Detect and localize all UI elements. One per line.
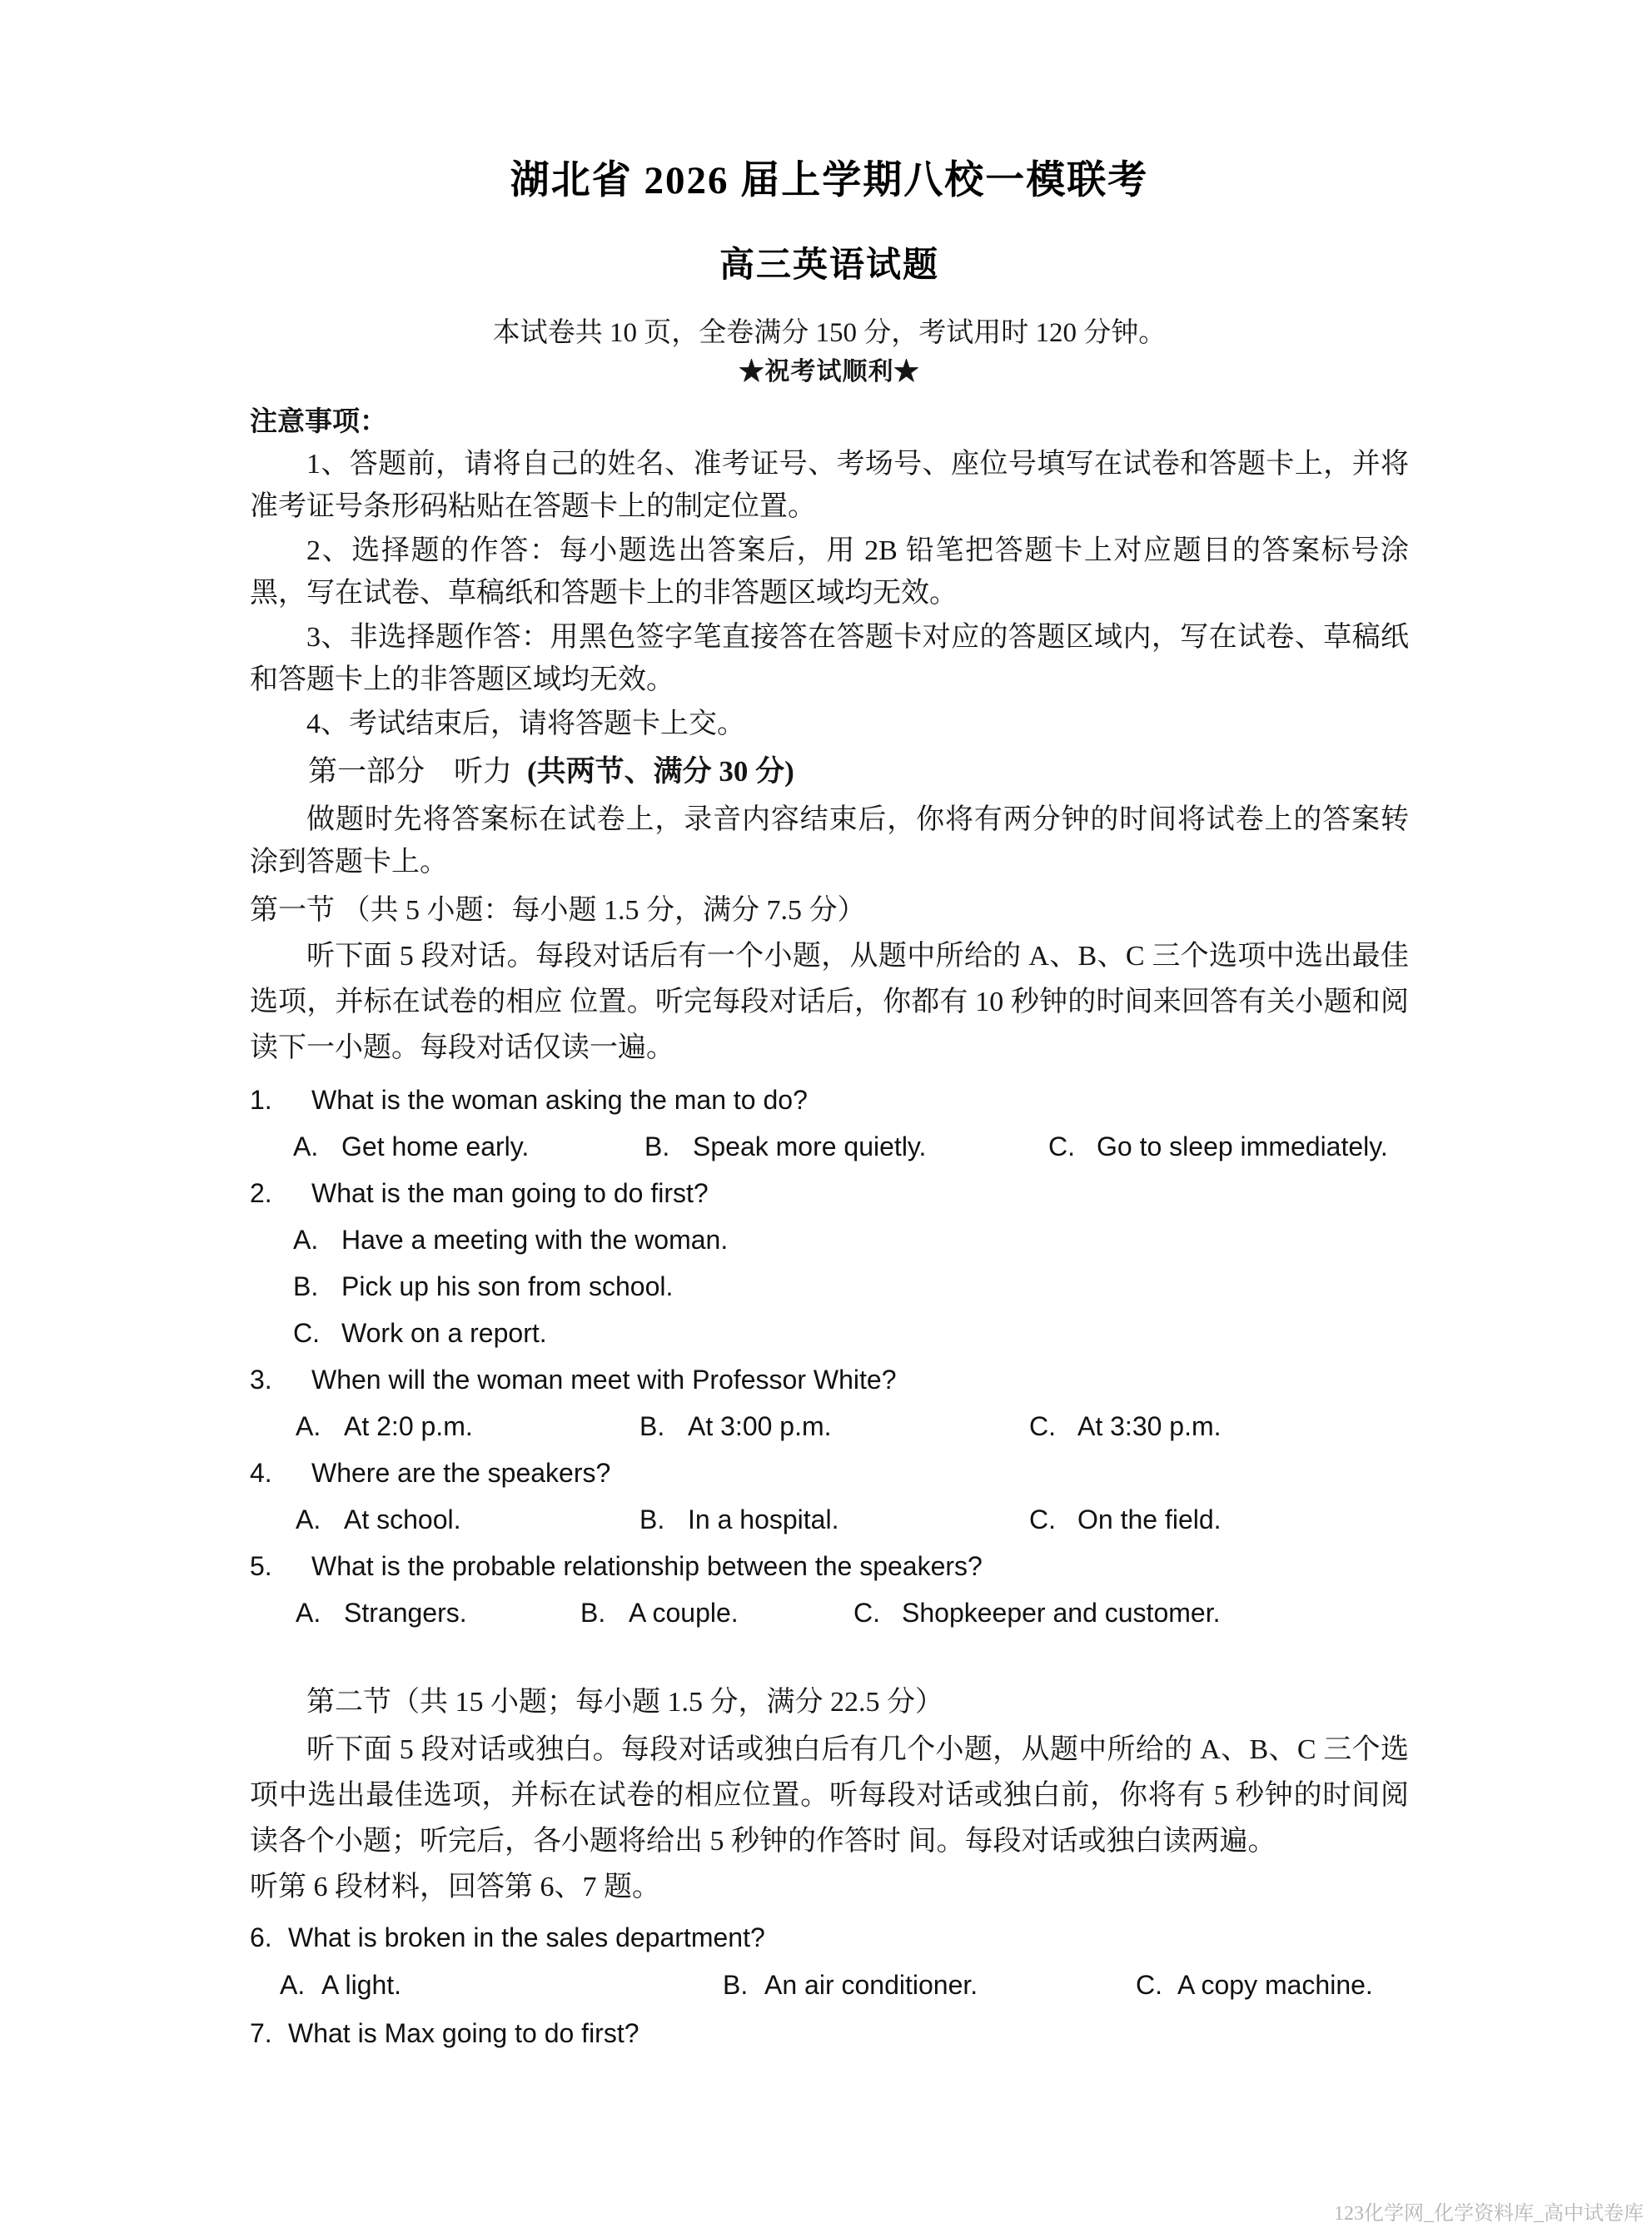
option-1c-label: C. (1048, 1131, 1075, 1161)
option-1b-label: B. (644, 1131, 670, 1161)
question-7-text-line (250, 2016, 1409, 2051)
question-1-number: 1. (250, 1085, 272, 1115)
question-3-number: 3. (250, 1365, 272, 1395)
option-4a-label: A. (296, 1504, 321, 1534)
part1-heading (250, 752, 1409, 792)
question-4-number: 4. (250, 1458, 272, 1488)
section1-instructions: 听下面 5 段对话。每段对话后有一个小题，从题中所给的 A、B、C 三个选项中选出最佳选项，并标在试卷的相应 位置。听完每段对话后，你都有 10 秒钟的时间来回答有关小题和阅读下一小题。每段对话仅读一遍。 (250, 941, 1409, 1063)
option-2c-label: C. (293, 1318, 320, 1348)
notice-item-3: 3、非选择题作答：用黑色签字笔直接答在答题卡对应的答题区域内，写在试卷、草稿纸和答题卡上的非答题区域均无效。 (250, 622, 1409, 695)
notice-heading: 注意事项： (250, 407, 387, 437)
question-5-text-line (250, 1549, 1409, 1584)
question-5-number: 5. (250, 1551, 272, 1581)
question-3 (250, 1362, 1409, 1444)
option-6b-text: An air conditioner. (764, 1970, 978, 2000)
option-5a-text: Strangers. (344, 1598, 467, 1628)
question-6-options (250, 1967, 1409, 2002)
exam-info-line: 本试卷共 10 页，全卷满分 150 分，考试用时 120 分钟。 (492, 318, 1167, 348)
option-1a (293, 1129, 644, 1164)
question-2-text-line (250, 1176, 1409, 1211)
option-4b-text: In a hospital. (688, 1504, 839, 1534)
option-1c (1048, 1129, 1388, 1164)
question-4-text-line (250, 1455, 1409, 1490)
option-3a-text: At 2:0 p.m. (344, 1411, 473, 1441)
option-1a-label: A. (293, 1131, 319, 1161)
option-5a (296, 1595, 580, 1630)
option-4b-label: B. (639, 1504, 665, 1534)
question-3-text-line (250, 1362, 1409, 1397)
part1-heading-main: 第一部分 听力 (308, 755, 513, 788)
option-4a (296, 1502, 639, 1537)
option-6c-label: C. (1136, 1970, 1162, 2000)
question-6-text: What is broken in the sales department? (288, 1922, 765, 1952)
option-3c (1029, 1409, 1222, 1444)
page-content (250, 0, 1409, 2051)
option-1a-text: Get home early. (341, 1131, 530, 1161)
question-4 (250, 1455, 1409, 1537)
exam-title: 湖北省 2026 届上学期八校一模联考 (510, 159, 1149, 202)
question-1 (250, 1082, 1409, 1164)
section2-instructions: 听下面 5 段对话或独白。每段对话或独白后有几个小题，从题中所给的 A、B、C 三个选项中选出最佳选项，并标在试卷的相应位置。听每段对话或独白前，你将有 5 秒钟的时间阅读各个小题；听完后，各小题将给出 5 秒钟的作答时 间。每段对话或独白读两遍。 (250, 1734, 1409, 1857)
notice-item-4: 4、考试结束后，请将答题卡上交。 (306, 709, 745, 739)
question-4-text: Where are the speakers? (311, 1458, 611, 1488)
option-3a-label: A. (296, 1411, 321, 1441)
option-6a-text: A light. (321, 1970, 402, 2000)
watermark: 123化学网_化学资料库_高中试卷库 (1334, 2203, 1644, 2225)
question-2 (250, 1176, 1409, 1350)
option-2b (250, 1269, 1409, 1304)
question-1-text: What is the woman asking the man to do? (311, 1085, 808, 1115)
question-2-text: What is the man going to do first? (311, 1178, 709, 1208)
option-4c (1029, 1502, 1222, 1537)
option-1b (644, 1129, 1048, 1164)
option-5c (853, 1595, 1220, 1630)
notice-item-2: 2、选择题的作答：每小题选出答案后，用 2B 铅笔把答题卡上对应题目的答案标号涂黑，写在试卷、草稿纸和答题卡上的非答题区域均无效。 (250, 535, 1409, 609)
option-3a (296, 1409, 639, 1444)
option-6b-label: B. (723, 1970, 749, 2000)
option-4b (639, 1502, 1029, 1537)
option-4c-label: C. (1029, 1504, 1056, 1534)
option-2c-text: Work on a report. (341, 1318, 547, 1348)
exam-subtitle: 高三英语试题 (719, 246, 939, 285)
option-5b-text: A couple. (629, 1598, 739, 1628)
option-6c-text: A copy machine. (1177, 1970, 1373, 2000)
option-5c-label: C. (853, 1598, 880, 1628)
question-5 (250, 1549, 1409, 1630)
option-2b-label: B. (293, 1271, 319, 1301)
option-6c (1136, 1967, 1373, 2002)
option-2a-text: Have a meeting with the woman. (341, 1225, 729, 1255)
option-2a-label: A. (293, 1225, 319, 1255)
option-6a-label: A. (280, 1970, 306, 2000)
option-6a (280, 1967, 723, 2002)
section1-heading: 第一节 （共 5 小题：每小题 1.5 分，满分 7.5 分） (250, 895, 866, 926)
question-1-text-line (250, 1082, 1409, 1117)
option-3c-text: At 3:30 p.m. (1077, 1411, 1222, 1441)
question-6-text-line (250, 1920, 1409, 1955)
question-6-number: 6. (250, 1922, 272, 1952)
question-7-text: What is Max going to do first? (288, 2018, 639, 2048)
question-3-text: When will the woman meet with Professor White? (311, 1365, 897, 1395)
option-4c-text: On the field. (1077, 1504, 1222, 1534)
option-2c (250, 1315, 1409, 1350)
listening-questions-1-5 (250, 1082, 1409, 1630)
part1-heading-note: (共两节、满分 30 分) (527, 755, 794, 788)
option-3c-label: C. (1029, 1411, 1056, 1441)
option-6b (723, 1967, 1136, 2002)
part1-pre-note: 做题时先将答案标在试卷上，录音内容结束后，你将有两分钟的时间将试卷上的答案转涂到答题卡上。 (250, 804, 1409, 878)
option-5c-text: Shopkeeper and customer. (902, 1598, 1221, 1628)
section2-heading: 第二节（共 15 小题；每小题 1.5 分，满分 22.5 分） (306, 1687, 943, 1718)
question-2-number: 2. (250, 1178, 272, 1208)
question-5-options (250, 1595, 1409, 1630)
option-2a (250, 1222, 1409, 1257)
option-1c-text: Go to sleep immediately. (1097, 1131, 1388, 1161)
question-7-number: 7. (250, 2018, 272, 2048)
exam-wish-line: ★祝考试顺利★ (739, 358, 920, 385)
option-5b-label: B. (580, 1598, 606, 1628)
option-4a-text: At school. (344, 1504, 461, 1534)
option-1b-text: Speak more quietly. (693, 1131, 927, 1161)
question-5-text: What is the probable relationship between the speakers? (311, 1551, 983, 1581)
question-4-options (250, 1502, 1409, 1537)
option-3b-text: At 3:00 p.m. (688, 1411, 832, 1441)
notice-item-1: 1、答题前，请将自己的姓名、准考证号、考场号、座位号填写在试卷和答题卡上，并将准考证号条形码粘贴在答题卡上的制定位置。 (250, 449, 1409, 522)
option-5b (580, 1595, 853, 1630)
listening-questions-6-7 (250, 1920, 1409, 2051)
option-3b-label: B. (639, 1411, 665, 1441)
question-3-options (250, 1409, 1409, 1444)
option-2b-text: Pick up his son from school. (341, 1271, 674, 1301)
option-3b (639, 1409, 1029, 1444)
question-6 (250, 1920, 1409, 2002)
section2-material-note: 听第 6 段材料，回答第 6、7 题。 (250, 1872, 660, 1902)
question-1-options (250, 1129, 1409, 1164)
option-5a-label: A. (296, 1598, 321, 1628)
